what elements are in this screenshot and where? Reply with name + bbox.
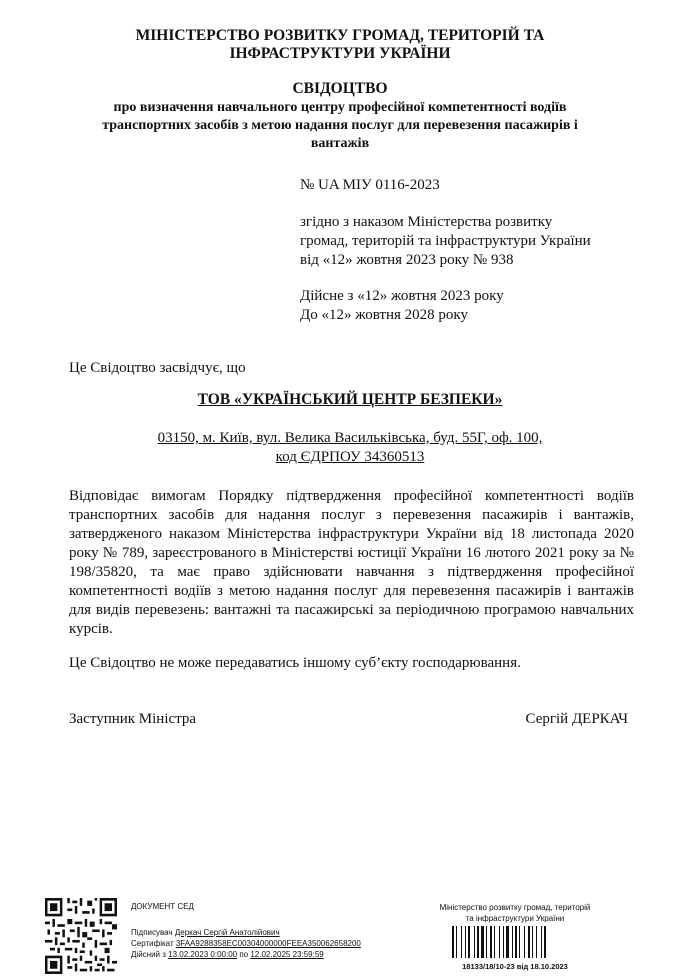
valid-to: До «12» жовтня 2028 року (300, 307, 468, 323)
signer-line (131, 927, 361, 938)
ministry-line-2: ІНФРАСТРУКТУРИ УКРАЇНИ (229, 45, 451, 62)
signer-prefix: Підписувач (131, 928, 175, 937)
issuer-block (425, 902, 605, 924)
certificate-prefix: Сертифікат (131, 939, 176, 948)
document-subtitle (60, 99, 620, 153)
subtitle-line-1: про визначення навчального центру професійної компетентності водіїв (113, 100, 567, 115)
subtitle-line-2: транспортних засобів з метою надання послуг для перевезення пасажирів і (102, 118, 578, 133)
validity-separator: по (237, 950, 251, 959)
valid-from: Дійсне з «12» жовтня 2023 року (300, 288, 504, 304)
address-line-2: код ЄДРПОУ 34360513 (275, 449, 425, 465)
signatory-name: Сергій ДЕРКАЧ (525, 711, 628, 727)
validity-prefix: Дійсний з (131, 950, 169, 959)
order-reference (300, 213, 630, 270)
certificate-id: 3FAA9288358EC00304000000FEEA350062658200 (175, 939, 361, 948)
signer-name: Деркач Сергій Анатолійович (174, 928, 280, 937)
certificate-number: № UA МІУ 0116-2023 (300, 177, 440, 193)
document-title: СВІДОЦТВО (292, 80, 388, 97)
issuer-line-2: та інфраструктури України (465, 914, 565, 923)
registration-number: 18133/18/10-23 від 18.10.2023 (462, 962, 568, 971)
validity-line (131, 949, 361, 960)
validity-from: 13.02.2023 0:00:00 (168, 950, 238, 959)
sed-document-label: ДОКУМЕНТ СЕД (131, 902, 194, 911)
validity-period (300, 287, 630, 325)
order-line-1: згідно з наказом Міністерства розвитку (300, 214, 553, 230)
qr-code-icon (45, 898, 117, 974)
company-address (60, 429, 640, 467)
certificate-line (131, 938, 361, 949)
validity-to: 12.02.2025 23:59:59 (250, 950, 324, 959)
signature-details (131, 927, 361, 960)
order-line-2: громад, територій та інфраструктури України (300, 233, 591, 249)
ministry-line-1: МІНІСТЕРСТВО РОЗВИТКУ ГРОМАД, ТЕРИТОРІЙ ТА (135, 27, 545, 44)
subtitle-line-3: вантажів (310, 136, 370, 151)
intro-text: Це Свідоцтво засвідчує, що (69, 360, 246, 376)
main-paragraph: Відповідає вимогам Порядку підтвердження професійної компетентності водіїв транспортних засобів для надання послуг з перевезення пасажирів і вантажів, затвердженого наказом Міністерства інфраструктури України від 18 листопада 2020 року № 789, зареєстрованого в Міністерстві юстиції України 16 лютого 2021 року за № 198/35820, та має право здійснювати навчання з підтвердження професійної компетентності водіїв з метою надання послуг для перевезення пасажирів і вантажів для видів перевезень: вантажні та пасажирські за періодичною програмою навчальних курсів. (69, 488, 634, 637)
company-name: ТОВ «УКРАЇНСЬКИЙ ЦЕНТР БЕЗПЕКИ» (197, 391, 503, 408)
issuer-line-1: Міністерство розвитку громад, територій (439, 903, 591, 912)
transfer-notice: Це Свідоцтво не може передаватись іншому суб’єкту господарювання. (69, 655, 521, 671)
address-line-1: 03150, м. Київ, вул. Велика Васильківська, буд. 55Г, оф. 100, (157, 430, 543, 446)
signatory-position: Заступник Міністра (69, 711, 197, 727)
ministry-header (60, 27, 620, 63)
order-line-3: від «12» жовтня 2023 року № 938 (300, 252, 514, 268)
barcode-icon (452, 926, 580, 958)
